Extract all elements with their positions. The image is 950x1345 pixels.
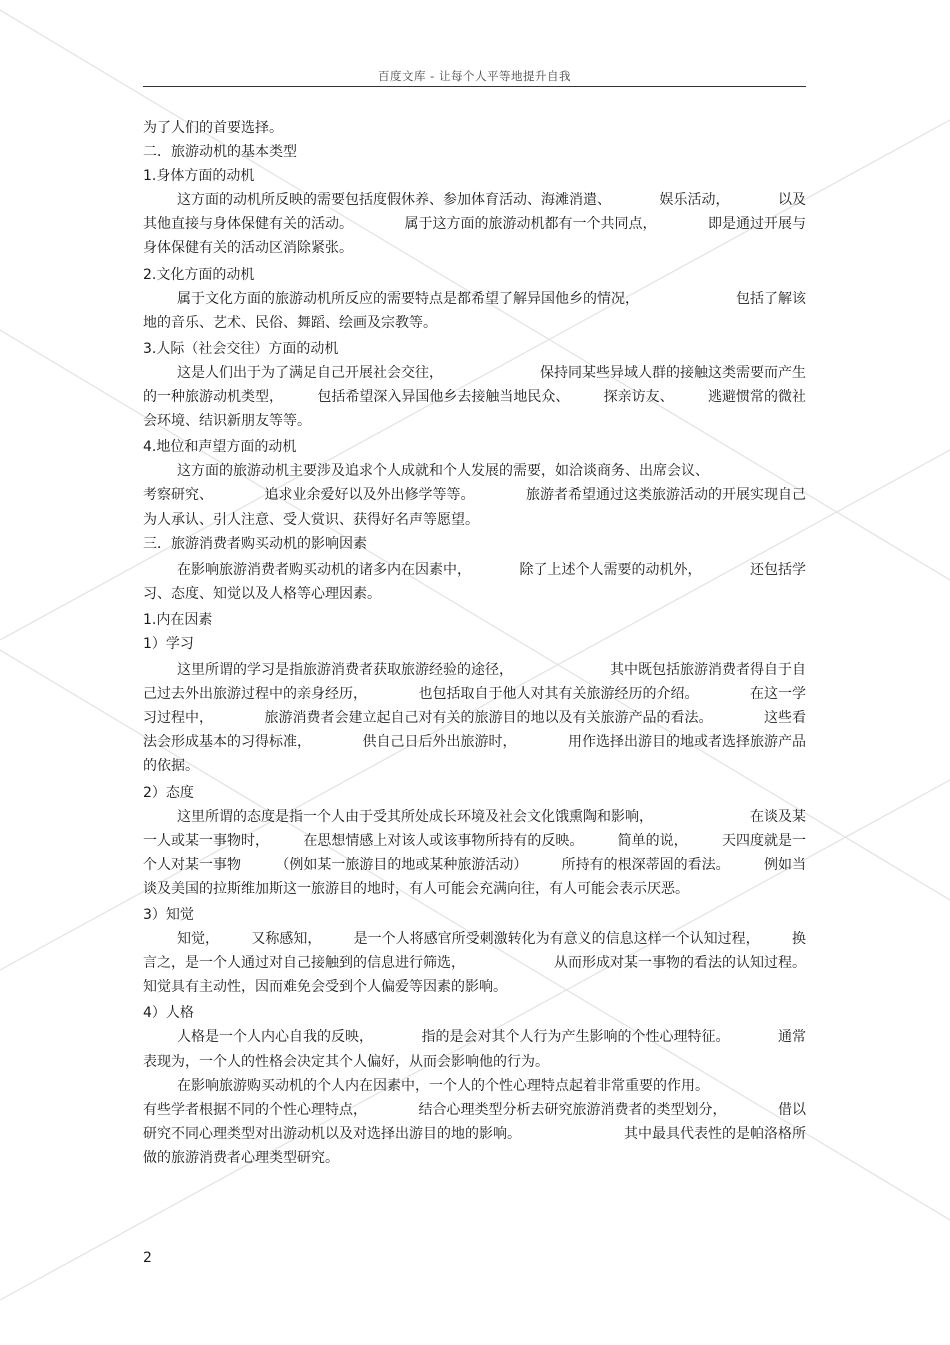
text-segment: 在思想情感上对该人或该事物所持有的反映。	[303, 832, 584, 849]
text-line	[143, 483, 806, 507]
text-segment: 个人对某一事物	[143, 856, 241, 873]
text-line	[143, 532, 806, 556]
text-line	[143, 903, 806, 927]
text-segment: 身体保健有关的活动区消除紧张。	[143, 240, 353, 257]
text-segment: 以及	[778, 192, 806, 209]
text-line	[143, 730, 806, 754]
text-line	[143, 781, 806, 805]
text-segment: 2.文化方面的动机	[143, 266, 255, 283]
text-line	[143, 927, 806, 951]
text-line	[143, 337, 806, 361]
text-segment: 旅游者希望通过这类旅游活动的开展实现自己	[526, 487, 806, 504]
text-segment: 还包括学	[750, 561, 806, 578]
text-line	[143, 1025, 806, 1049]
text-segment: 知觉具有主动性，因而难免会受到个人偏爱等因素的影响。	[143, 979, 507, 996]
text-line	[143, 164, 806, 188]
text-line	[143, 385, 806, 409]
text-segment: 这里所谓的态度是指一个人由于受其所处成长环境及社会文化饿熏陶和影响，	[177, 808, 653, 825]
text-line	[143, 508, 806, 532]
text-segment: 有些学者根据不同的个性心理特点，	[143, 1101, 367, 1118]
text-segment: 这是人们出于为了满足自己开展社会交往，	[177, 364, 443, 381]
text-segment: 逃避惯常的微社	[707, 389, 806, 406]
text-segment: 2）态度	[143, 784, 194, 801]
text-segment: 3）知觉	[143, 907, 194, 923]
text-segment: 一人或某一事物时，	[143, 832, 269, 849]
text-segment: 追求业余爱好以及外出修学等等。	[264, 487, 475, 504]
text-segment: 即是通过开展与	[708, 216, 806, 233]
text-segment: 己过去外出旅游过程中的亲身经历，	[143, 686, 367, 703]
text-line	[143, 951, 806, 975]
text-segment: 从而形成对某一事物的看法的认知过程。	[554, 955, 806, 972]
text-line	[143, 682, 806, 706]
text-segment: 法会形成基本的习得标准，	[143, 734, 311, 751]
text-segment: 供自己日后外出旅游时，	[362, 734, 517, 751]
text-segment: 属于文化方面的旅游动机所反应的需要特点是都希望了解异国他乡的情况，	[177, 290, 639, 307]
text-segment: 用作选择出游目的地或者选择旅游产品	[568, 734, 806, 751]
text-segment: 习过程中，	[143, 710, 213, 727]
text-line	[143, 263, 806, 287]
text-line	[143, 853, 806, 877]
text-segment: 会环境、结识新朋友等等。	[143, 413, 311, 430]
text-segment: 知觉，	[177, 931, 219, 948]
text-segment: 天四度就是一	[721, 832, 806, 849]
text-line	[143, 582, 806, 606]
text-line	[143, 287, 806, 311]
header-text: 百度文库 - 让每个人平等地提升自我	[378, 69, 571, 83]
text-segment: 表现为，一个人的性格会决定其个人偏好，从而会影响他的行为。	[143, 1053, 549, 1070]
text-segment: 在这一学	[750, 686, 806, 703]
text-segment: 这些看	[764, 710, 806, 727]
text-segment: （例如某一旅游目的地或某种旅游活动）	[275, 856, 528, 873]
text-segment: 在影响旅游消费者购买动机的诸多内在因素中，	[177, 561, 471, 578]
page-header	[143, 66, 806, 87]
text-line	[143, 311, 806, 335]
text-line	[143, 754, 806, 778]
text-segment: 4）人格	[143, 1005, 194, 1022]
text-segment: 通常	[778, 1029, 806, 1046]
text-line	[143, 558, 806, 582]
text-line	[143, 829, 806, 853]
text-segment: 例如当	[763, 856, 806, 873]
text-segment: 其中既包括旅游消费者得自于自	[610, 662, 806, 679]
text-segment: 属于这方面的旅游动机都有一个共同点，	[404, 216, 657, 233]
text-line	[143, 236, 806, 260]
text-line	[143, 975, 806, 999]
text-line	[143, 658, 806, 682]
text-segment: 1）学习	[143, 635, 194, 652]
text-line	[143, 409, 806, 433]
text-segment: 1.身体方面的动机	[143, 168, 255, 185]
text-segment: 是一个人将感官所受刺激转化为有意义的信息这样一个认知过程，	[353, 931, 760, 948]
text-segment: 考察研究、	[143, 487, 213, 504]
text-line	[143, 435, 806, 459]
text-segment: 为了人们的首要选择。	[143, 120, 283, 136]
text-line	[143, 877, 806, 901]
text-segment: 地的音乐、艺术、民俗、舞蹈、绘画及宗教等。	[143, 314, 437, 331]
text-segment: 保持同某些异域人群的接触这类需要而产生	[540, 364, 806, 381]
text-segment: 的依据。	[143, 758, 199, 775]
text-segment: 除了上述个人需要的动机外，	[519, 561, 702, 578]
text-segment: 借以	[778, 1101, 806, 1118]
text-line	[143, 212, 806, 236]
text-segment: 人格是一个人内心自我的反映，	[177, 1029, 373, 1046]
text-segment: 3.人际（社会交往）方面的动机	[143, 340, 339, 357]
text-segment: 探亲访友、	[603, 389, 674, 406]
text-segment: 也包括取自于他人对其有关旅游经历的介绍。	[418, 686, 699, 703]
text-line	[143, 1050, 806, 1074]
text-segment: 娱乐活动，	[659, 192, 730, 209]
text-line	[143, 1001, 806, 1025]
text-segment: 4.地位和声望方面的动机	[143, 439, 297, 456]
text-segment: 换	[791, 931, 806, 948]
text-segment: 这方面的动机所反映的需要包括度假休养、参加体育活动、海滩消遣、	[177, 192, 611, 209]
text-line	[143, 805, 806, 829]
text-line	[143, 140, 806, 164]
text-segment: 研究不同心理类型对出游动机以及对选择出游目的地的影响。	[143, 1125, 521, 1142]
text-segment: 又称感知，	[251, 931, 322, 948]
text-line	[143, 632, 806, 656]
text-segment: 结合心理类型分析去研究旅游消费者的类型划分，	[418, 1101, 727, 1118]
text-segment: 谈及美国的拉斯维加斯这一旅游目的地时，有人可能会充满向往，有人可能会表示厌恶。	[143, 880, 689, 897]
text-segment: 其中最具代表性的是帕洛格所	[624, 1125, 806, 1142]
text-segment: 在谈及某	[750, 808, 806, 825]
text-segment: 言之，是一个人通过对自己接触到的信息进行筛选，	[143, 955, 465, 972]
text-segment: 简单的说，	[617, 832, 688, 849]
page-number: 2	[143, 1250, 152, 1266]
text-segment: 这里所谓的学习是指旅游消费者获取旅游经验的途径，	[177, 662, 513, 679]
text-line	[143, 116, 806, 140]
text-segment: 为人承认、引人注意、受人赏识、获得好名声等愿望。	[143, 511, 479, 528]
text-segment: 在影响旅游购买动机的个人内在因素中，一个人的个性心理特点起着非常重要的作用。	[177, 1077, 709, 1094]
text-segment: 这方面的旅游动机主要涉及追求个人成就和个人发展的需要，如洽谈商务、出席会议、	[177, 463, 709, 480]
text-segment: 指的是会对其个人行为产生影响的个性心理特征。	[421, 1029, 730, 1046]
text-line	[143, 1074, 806, 1098]
text-line	[143, 706, 806, 730]
text-segment: 习、态度、知觉以及人格等心理因素。	[143, 585, 381, 602]
text-segment: 三．旅游消费者购买动机的影响因素	[143, 535, 367, 552]
document-body	[143, 116, 806, 1170]
text-segment: 二．旅游动机的基本类型	[143, 144, 297, 161]
text-segment: 1.内在因素	[143, 611, 213, 628]
text-segment: 包括了解该	[736, 290, 806, 307]
text-line	[143, 1146, 806, 1170]
text-segment: 包括希望深入异国他乡去接触当地民众、	[317, 389, 570, 406]
text-segment: 所持有的根深蒂固的看法。	[561, 856, 730, 873]
text-line	[143, 608, 806, 632]
text-segment: 旅游消费者会建立起自己对有关的旅游目的地以及有关旅游产品的看法。	[264, 710, 713, 727]
text-line	[143, 188, 806, 212]
text-segment: 做的旅游消费者心理类型研究。	[143, 1149, 339, 1166]
text-segment: 的一种旅游动机类型，	[143, 389, 283, 406]
text-line	[143, 1098, 806, 1122]
text-segment: 其他直接与身体保健有关的活动。	[143, 216, 353, 233]
text-line	[143, 361, 806, 385]
text-line	[143, 1122, 806, 1146]
text-line	[143, 459, 806, 483]
